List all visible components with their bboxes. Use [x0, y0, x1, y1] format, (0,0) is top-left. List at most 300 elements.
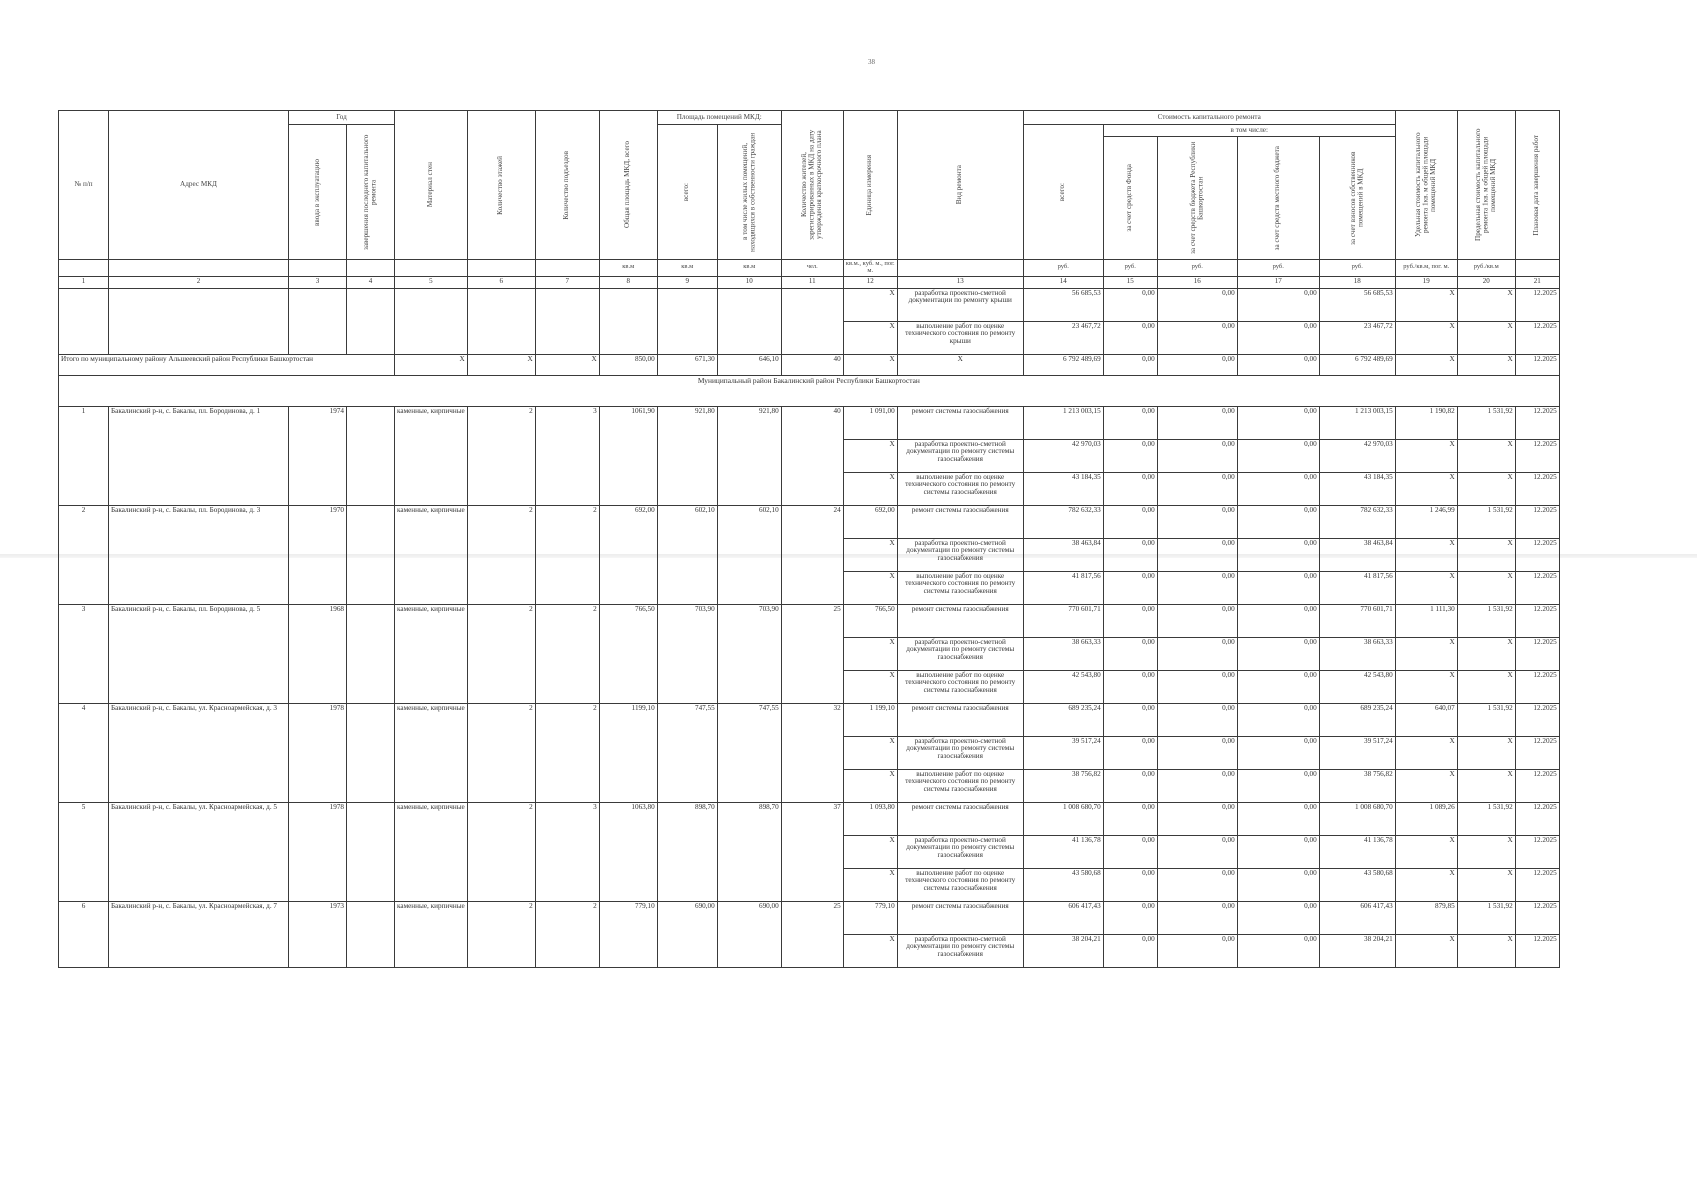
deadline: 12.2025 — [1515, 538, 1559, 571]
deadline: 12.2025 — [1515, 604, 1559, 637]
unit-cell: руб. — [1237, 260, 1319, 277]
year-commission: 1973 — [289, 901, 347, 967]
repair-volume: 766,50 — [843, 604, 897, 637]
deadline: 12.2025 — [1515, 472, 1559, 505]
column-number: 17 — [1237, 276, 1319, 288]
hdr-prem-total: всего: — [657, 125, 717, 260]
repair-volume: X — [843, 538, 897, 571]
cost-fund: 0,00 — [1103, 868, 1157, 901]
residents: 25 — [781, 901, 843, 967]
cost-local: 0,00 — [1237, 472, 1319, 505]
hdr-max-cost: Предельная стоимость капитального ремонта 1кв. м общей площади помещений МКД — [1457, 111, 1515, 260]
unit-cost: X — [1395, 736, 1457, 769]
residents: 24 — [781, 505, 843, 604]
total-max: X — [1457, 354, 1515, 375]
house-num: 3 — [59, 604, 109, 703]
max-cost: X — [1457, 288, 1515, 321]
repair-volume: X — [843, 868, 897, 901]
house-num: 1 — [59, 406, 109, 505]
cost-fund: 0,00 — [1103, 769, 1157, 802]
cost-total: 43 580,68 — [1023, 868, 1103, 901]
year-last-repair — [347, 505, 395, 604]
floors: 2 — [467, 604, 535, 703]
total-residential: 646,10 — [717, 354, 781, 375]
max-cost: X — [1457, 835, 1515, 868]
deadline: 12.2025 — [1515, 703, 1559, 736]
total-wall: X — [395, 354, 468, 375]
cost-republic: 0,00 — [1157, 472, 1237, 505]
hdr-premises: Площадь помещений МКД: — [657, 111, 781, 125]
repair-volume: X — [843, 670, 897, 703]
unit-cell: руб. — [1319, 260, 1395, 277]
cost-owners: 689 235,24 — [1319, 703, 1395, 736]
cost-fund: 0,00 — [1103, 703, 1157, 736]
cost-republic: 0,00 — [1157, 571, 1237, 604]
cost-republic: 0,00 — [1157, 736, 1237, 769]
premises-residential: 602,10 — [717, 505, 781, 604]
total-area: 1199,10 — [599, 703, 657, 802]
premises-residential: 898,70 — [717, 802, 781, 901]
cost-owners: 41 136,78 — [1319, 835, 1395, 868]
year-last-repair — [347, 703, 395, 802]
hdr-local: за счет средств местного бюджета — [1237, 137, 1319, 260]
repair-type: ремонт системы газоснабжения — [897, 703, 1023, 736]
entrances: 2 — [535, 901, 599, 967]
cost-local: 0,00 — [1237, 321, 1319, 354]
max-cost: X — [1457, 769, 1515, 802]
repair-volume: 692,00 — [843, 505, 897, 538]
year-last-repair — [347, 406, 395, 505]
repair-volume: 779,10 — [843, 901, 897, 934]
house-address: Бакалинский р-н, с. Бакалы, пл. Бородинова, д. 1 — [109, 406, 289, 505]
repair-volume: X — [843, 736, 897, 769]
deadline: 12.2025 — [1515, 571, 1559, 604]
repair-type: выполнение работ по оценке технического состояния по ремонту системы газоснабжения — [897, 868, 1023, 901]
cost-fund: 0,00 — [1103, 736, 1157, 769]
premises-residential: 921,80 — [717, 406, 781, 505]
unit-cost: X — [1395, 439, 1457, 472]
wall-material: каменные, кирпичные — [395, 703, 468, 802]
hdr-wall: Материал стен — [395, 111, 468, 260]
entrances: 2 — [535, 703, 599, 802]
max-cost: X — [1457, 439, 1515, 472]
section-row — [59, 375, 1560, 406]
cost-owners: 1 008 680,70 — [1319, 802, 1395, 835]
empty-cell — [467, 288, 535, 354]
repair-volume: 1 199,10 — [843, 703, 897, 736]
entrances: 2 — [535, 604, 599, 703]
unit-cell: кв.м — [717, 260, 781, 277]
unit-cell: кв.м — [657, 260, 717, 277]
column-number: 15 — [1103, 276, 1157, 288]
wall-material: каменные, кирпичные — [395, 901, 468, 967]
column-number: 3 — [289, 276, 347, 288]
unit-cell: кв.м — [599, 260, 657, 277]
floors: 2 — [467, 901, 535, 967]
total-area: 1063,80 — [599, 802, 657, 901]
cost-local: 0,00 — [1237, 439, 1319, 472]
cost-local: 0,00 — [1237, 288, 1319, 321]
cost-total: 42 970,03 — [1023, 439, 1103, 472]
unit-cost: X — [1395, 571, 1457, 604]
max-cost: X — [1457, 736, 1515, 769]
hdr-total-area: Общая площадь МКД, всего — [599, 111, 657, 260]
unit-cell — [395, 260, 468, 277]
cost-republic: 0,00 — [1157, 538, 1237, 571]
empty-cell — [657, 288, 717, 354]
total-area: 692,00 — [599, 505, 657, 604]
repair-type: ремонт системы газоснабжения — [897, 802, 1023, 835]
premises-total: 690,00 — [657, 901, 717, 967]
entrances: 2 — [535, 505, 599, 604]
total-premises: 671,30 — [657, 354, 717, 375]
deadline: 12.2025 — [1515, 637, 1559, 670]
max-cost: X — [1457, 538, 1515, 571]
residents: 37 — [781, 802, 843, 901]
premises-total: 747,55 — [657, 703, 717, 802]
table-row — [59, 505, 1560, 538]
cost-local: 0,00 — [1237, 670, 1319, 703]
max-cost: 1 531,92 — [1457, 406, 1515, 439]
capital-repair-table — [58, 110, 1560, 968]
unit-cost: 640,07 — [1395, 703, 1457, 736]
unit-cell: чел. — [781, 260, 843, 277]
cost-owners: 38 463,84 — [1319, 538, 1395, 571]
repair-volume: 1 091,00 — [843, 406, 897, 439]
unit-cost: 879,85 — [1395, 901, 1457, 934]
table-row — [59, 802, 1560, 835]
year-last-repair — [347, 901, 395, 967]
repair-volume: X — [843, 288, 897, 321]
empty-cell — [395, 288, 468, 354]
deadline: 12.2025 — [1515, 901, 1559, 934]
column-number: 9 — [657, 276, 717, 288]
unit-cell: руб./кв.м — [1457, 260, 1515, 277]
cost-local: 0,00 — [1237, 934, 1319, 967]
total-volume: X — [843, 354, 897, 375]
cost-fund: 0,00 — [1103, 321, 1157, 354]
unit-cost: 1 089,26 — [1395, 802, 1457, 835]
cost-owners: 38 756,82 — [1319, 769, 1395, 802]
wall-material: каменные, кирпичные — [395, 406, 468, 505]
cost-total: 41 136,78 — [1023, 835, 1103, 868]
cost-local: 0,00 — [1237, 868, 1319, 901]
cost-local: 0,00 — [1237, 637, 1319, 670]
cost-local: 0,00 — [1237, 571, 1319, 604]
cost-owners: 606 417,43 — [1319, 901, 1395, 934]
unit-cell — [897, 260, 1023, 277]
total-local: 0,00 — [1237, 354, 1319, 375]
empty-cell — [535, 288, 599, 354]
cost-owners: 43 580,68 — [1319, 868, 1395, 901]
cost-republic: 0,00 — [1157, 769, 1237, 802]
total-area: 850,00 — [599, 354, 657, 375]
cost-owners: 39 517,24 — [1319, 736, 1395, 769]
cost-republic: 0,00 — [1157, 670, 1237, 703]
unit-cost: X — [1395, 637, 1457, 670]
cost-local: 0,00 — [1237, 901, 1319, 934]
premises-residential: 747,55 — [717, 703, 781, 802]
table-row — [59, 406, 1560, 439]
cost-local: 0,00 — [1237, 835, 1319, 868]
repair-volume: X — [843, 472, 897, 505]
empty-cell — [347, 288, 395, 354]
repair-type: ремонт системы газоснабжения — [897, 604, 1023, 637]
cost-republic: 0,00 — [1157, 406, 1237, 439]
cost-owners: 23 467,72 — [1319, 321, 1395, 354]
page-number: 38 — [868, 58, 875, 66]
cost-fund: 0,00 — [1103, 835, 1157, 868]
cost-owners: 1 213 003,15 — [1319, 406, 1395, 439]
cost-fund: 0,00 — [1103, 439, 1157, 472]
max-cost: X — [1457, 868, 1515, 901]
table-row — [59, 901, 1560, 934]
total-residents: 40 — [781, 354, 843, 375]
entrances: 3 — [535, 802, 599, 901]
cost-owners: 38 204,21 — [1319, 934, 1395, 967]
unit-cell: кв.м., куб. м., пог. м. — [843, 260, 897, 277]
residents: 25 — [781, 604, 843, 703]
repair-type: разработка проектно-сметной документации по ремонту системы газоснабжения — [897, 736, 1023, 769]
cost-total: 770 601,71 — [1023, 604, 1103, 637]
hdr-prem-res: в том числе жилых помещений, находящихся в собственности граждан — [717, 125, 781, 260]
deadline: 12.2025 — [1515, 670, 1559, 703]
unit-cell — [535, 260, 599, 277]
cost-total: 606 417,43 — [1023, 901, 1103, 934]
deadline: 12.2025 — [1515, 288, 1559, 321]
unit-cell — [289, 260, 347, 277]
total-cost: 6 792 489,69 — [1023, 354, 1103, 375]
cost-local: 0,00 — [1237, 604, 1319, 637]
hdr-year-last: завершения последнего капитального ремонта — [347, 125, 395, 260]
cost-republic: 0,00 — [1157, 505, 1237, 538]
empty-cell — [289, 288, 347, 354]
cost-republic: 0,00 — [1157, 439, 1237, 472]
hdr-unit-cost: Удельная стоимость капитального ремонта 1кв. м общей площади помещений МКД — [1395, 111, 1457, 260]
column-number: 8 — [599, 276, 657, 288]
cost-owners: 782 632,33 — [1319, 505, 1395, 538]
column-number: 16 — [1157, 276, 1237, 288]
cost-republic: 0,00 — [1157, 288, 1237, 321]
column-number: 6 — [467, 276, 535, 288]
hdr-residents: Количество жителей, зарегистрированных в МКД на дату утверждения краткосрочного плана — [781, 111, 843, 260]
repair-type: ремонт системы газоснабжения — [897, 901, 1023, 934]
cost-fund: 0,00 — [1103, 901, 1157, 934]
premises-residential: 690,00 — [717, 901, 781, 967]
column-number: 13 — [897, 276, 1023, 288]
hdr-cost: Стоимость капитального ремонта — [1023, 111, 1395, 125]
cost-total: 42 543,80 — [1023, 670, 1103, 703]
unit-cell — [59, 260, 109, 277]
unit-cost: X — [1395, 868, 1457, 901]
deadline: 12.2025 — [1515, 406, 1559, 439]
cost-fund: 0,00 — [1103, 538, 1157, 571]
house-num: 6 — [59, 901, 109, 967]
year-commission: 1978 — [289, 802, 347, 901]
column-number: 21 — [1515, 276, 1559, 288]
unit-cost: X — [1395, 538, 1457, 571]
cost-local: 0,00 — [1237, 802, 1319, 835]
cost-total: 41 817,56 — [1023, 571, 1103, 604]
deadline: 12.2025 — [1515, 868, 1559, 901]
unit-cost: X — [1395, 472, 1457, 505]
column-number: 2 — [109, 276, 289, 288]
repair-type: ремонт системы газоснабжения — [897, 406, 1023, 439]
total-area: 766,50 — [599, 604, 657, 703]
premises-total: 703,90 — [657, 604, 717, 703]
unit-cell: руб. — [1157, 260, 1237, 277]
floors: 2 — [467, 802, 535, 901]
repair-volume: X — [843, 769, 897, 802]
max-cost: 1 531,92 — [1457, 802, 1515, 835]
premises-total: 898,70 — [657, 802, 717, 901]
cost-republic: 0,00 — [1157, 703, 1237, 736]
hdr-year: Год — [289, 111, 395, 125]
total-owners: 6 792 489,69 — [1319, 354, 1395, 375]
repair-type: выполнение работ по оценке технического состояния по ремонту крыши — [897, 321, 1023, 354]
hdr-entrances: Количество подъездов — [535, 111, 599, 260]
empty-cell — [717, 288, 781, 354]
hdr-floors: Количество этажей — [467, 111, 535, 260]
max-cost: X — [1457, 934, 1515, 967]
year-commission: 1978 — [289, 703, 347, 802]
floors: 2 — [467, 703, 535, 802]
unit-cost: X — [1395, 321, 1457, 354]
cost-total: 38 463,84 — [1023, 538, 1103, 571]
cost-total: 43 184,35 — [1023, 472, 1103, 505]
column-number: 18 — [1319, 276, 1395, 288]
repair-volume: X — [843, 321, 897, 354]
cost-fund: 0,00 — [1103, 802, 1157, 835]
cost-total: 39 517,24 — [1023, 736, 1103, 769]
cost-republic: 0,00 — [1157, 901, 1237, 934]
column-number: 7 — [535, 276, 599, 288]
cost-local: 0,00 — [1237, 406, 1319, 439]
hdr-fund: за счет средств Фонда — [1103, 137, 1157, 260]
repair-type: разработка проектно-сметной документации по ремонту системы газоснабжения — [897, 934, 1023, 967]
cost-fund: 0,00 — [1103, 637, 1157, 670]
hdr-address: Адрес МКД — [109, 111, 289, 260]
unit-cost: X — [1395, 670, 1457, 703]
house-num: 5 — [59, 802, 109, 901]
cost-local: 0,00 — [1237, 736, 1319, 769]
cost-total: 56 685,53 — [1023, 288, 1103, 321]
total-republic: 0,00 — [1157, 354, 1237, 375]
max-cost: 1 531,92 — [1457, 604, 1515, 637]
premises-residential: 703,90 — [717, 604, 781, 703]
hdr-volume: Единица измерения — [843, 111, 897, 260]
cost-owners: 770 601,71 — [1319, 604, 1395, 637]
total-label: Итого по муниципальному району Альшеевский район Республики Башкортостан — [59, 354, 395, 375]
house-address: Бакалинский р-н, с. Бакалы, ул. Красноармейская, д. 3 — [109, 703, 289, 802]
total-area: 1061,90 — [599, 406, 657, 505]
house-address: Бакалинский р-н, с. Бакалы, ул. Красноармейская, д. 5 — [109, 802, 289, 901]
cost-fund: 0,00 — [1103, 505, 1157, 538]
column-number: 20 — [1457, 276, 1515, 288]
cost-republic: 0,00 — [1157, 321, 1237, 354]
total-fund: 0,00 — [1103, 354, 1157, 375]
deadline: 12.2025 — [1515, 439, 1559, 472]
cost-owners: 41 817,56 — [1319, 571, 1395, 604]
deadline: 12.2025 — [1515, 769, 1559, 802]
year-commission: 1970 — [289, 505, 347, 604]
cost-total: 38 663,33 — [1023, 637, 1103, 670]
num-cell — [59, 288, 109, 354]
deadline: 12.2025 — [1515, 736, 1559, 769]
total-floors: X — [467, 354, 535, 375]
hdr-repair-type: Вид ремонта — [897, 111, 1023, 260]
cost-owners: 38 663,33 — [1319, 637, 1395, 670]
repair-type: выполнение работ по оценке технического состояния по ремонту системы газоснабжения — [897, 472, 1023, 505]
cost-total: 38 756,82 — [1023, 769, 1103, 802]
cost-republic: 0,00 — [1157, 835, 1237, 868]
cost-fund: 0,00 — [1103, 670, 1157, 703]
year-last-repair — [347, 802, 395, 901]
cost-total: 782 632,33 — [1023, 505, 1103, 538]
total-entrances: X — [535, 354, 599, 375]
cost-republic: 0,00 — [1157, 868, 1237, 901]
cost-owners: 42 543,80 — [1319, 670, 1395, 703]
table-row — [59, 703, 1560, 736]
section-title: Муниципальный район Бакалинский район Республики Башкортостан — [59, 375, 1560, 406]
total-repair: X — [897, 354, 1023, 375]
unit-cost: X — [1395, 288, 1457, 321]
house-address: Бакалинский р-н, с. Бакалы, ул. Красноармейская, д. 7 — [109, 901, 289, 967]
address-cell — [109, 288, 289, 354]
unit-cost: 1 190,82 — [1395, 406, 1457, 439]
column-number: 4 — [347, 276, 395, 288]
cost-local: 0,00 — [1237, 538, 1319, 571]
unit-cell — [109, 260, 289, 277]
house-num: 4 — [59, 703, 109, 802]
repair-type: выполнение работ по оценке технического состояния по ремонту системы газоснабжения — [897, 571, 1023, 604]
cost-fund: 0,00 — [1103, 406, 1157, 439]
cost-owners: 42 970,03 — [1319, 439, 1395, 472]
year-commission: 1968 — [289, 604, 347, 703]
max-cost: X — [1457, 472, 1515, 505]
hdr-num: № п/п — [59, 111, 109, 260]
cost-republic: 0,00 — [1157, 637, 1237, 670]
cost-local: 0,00 — [1237, 769, 1319, 802]
wall-material: каменные, кирпичные — [395, 505, 468, 604]
repair-type: разработка проектно-сметной документации по ремонту крыши — [897, 288, 1023, 321]
repair-type: ремонт системы газоснабжения — [897, 505, 1023, 538]
units-row — [59, 260, 1560, 277]
unit-cell: руб. — [1023, 260, 1103, 277]
total-row — [59, 354, 1560, 375]
max-cost: 1 531,92 — [1457, 703, 1515, 736]
repair-type: разработка проектно-сметной документации по ремонту системы газоснабжения — [897, 637, 1023, 670]
premises-total: 921,80 — [657, 406, 717, 505]
unit-cell: руб./кв.м, пог. м. — [1395, 260, 1457, 277]
hdr-deadline: Плановая дата завершения работ — [1515, 111, 1559, 260]
deadline: 12.2025 — [1515, 505, 1559, 538]
total-area: 779,10 — [599, 901, 657, 967]
unit-cost: X — [1395, 769, 1457, 802]
repair-type: разработка проектно-сметной документации по ремонту системы газоснабжения — [897, 835, 1023, 868]
year-last-repair — [347, 604, 395, 703]
wall-material: каменные, кирпичные — [395, 802, 468, 901]
register-sheet — [58, 110, 1560, 968]
unit-cost: X — [1395, 934, 1457, 967]
max-cost: 1 531,92 — [1457, 505, 1515, 538]
unit-cell — [467, 260, 535, 277]
unit-cost: 1 246,99 — [1395, 505, 1457, 538]
residents: 40 — [781, 406, 843, 505]
cost-owners: 56 685,53 — [1319, 288, 1395, 321]
house-address: Бакалинский р-н, с. Бакалы, пл. Бородинова, д. 5 — [109, 604, 289, 703]
deadline: 12.2025 — [1515, 934, 1559, 967]
